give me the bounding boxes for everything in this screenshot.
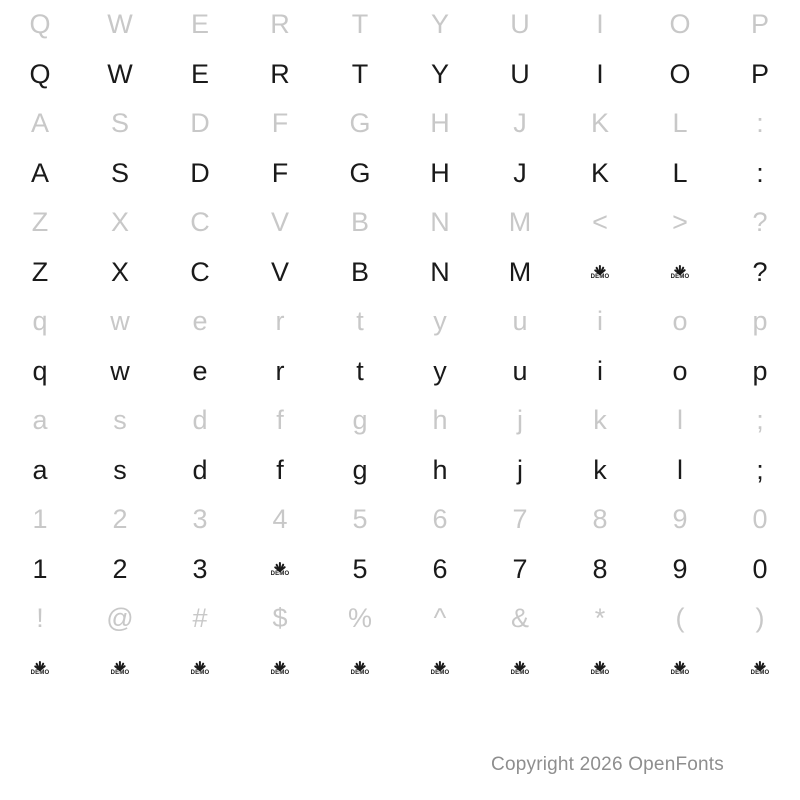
glyph-cell: C	[190, 207, 210, 238]
demo-watermark-icon-shape	[509, 656, 531, 682]
glyph-cell: w	[110, 355, 130, 386]
glyph-row	[0, 446, 800, 496]
glyph-cell: @	[106, 603, 134, 634]
glyph-cell: Z	[31, 256, 49, 287]
glyph-cell: J	[513, 157, 527, 188]
demo-label: DEMO	[270, 670, 290, 677]
glyph-cell: u	[512, 355, 528, 386]
demo-watermark-icon	[0, 654, 80, 682]
demo-watermark-icon	[160, 654, 240, 682]
glyph-cell: y	[433, 355, 447, 386]
glyph-cell: O	[669, 9, 691, 40]
glyph-cell: j	[517, 454, 523, 485]
glyph-cell: h	[432, 405, 448, 436]
glyph-cell: J	[513, 108, 527, 139]
glyph-cell: Q	[29, 9, 51, 40]
glyph-cell: 5	[352, 504, 368, 535]
glyph-cell: *	[594, 603, 606, 634]
glyph-cell: Y	[430, 58, 449, 89]
glyph-cell: s	[113, 405, 127, 436]
demo-watermark-icon-shape	[189, 656, 211, 682]
glyph-cell: i	[597, 306, 603, 337]
glyph-cell: 1	[32, 553, 48, 584]
demo-watermark-icon	[640, 258, 720, 286]
glyph-cell: g	[352, 405, 368, 436]
glyph-cell: E	[190, 58, 209, 89]
glyph-cell: F	[271, 108, 289, 139]
glyph-cell: U	[510, 58, 530, 89]
glyph-cell: &	[510, 603, 529, 634]
glyph-cell: p	[752, 355, 768, 386]
glyph-cell: H	[430, 108, 450, 139]
glyph-cell: Y	[430, 9, 449, 40]
glyph-cell: k	[593, 405, 607, 436]
glyph-cell: N	[430, 207, 450, 238]
glyph-cell: 6	[432, 504, 448, 535]
glyph-cell: B	[350, 256, 369, 287]
glyph-cell: Z	[31, 207, 49, 238]
glyph-cell: E	[190, 9, 209, 40]
demo-watermark-icon-shape	[669, 656, 691, 682]
glyph-row	[0, 248, 800, 298]
glyph-cell: 3	[192, 553, 208, 584]
glyph-cell: 5	[352, 553, 368, 584]
demo-watermark-icon-shape	[349, 656, 371, 682]
glyph-cell: X	[110, 256, 129, 287]
glyph-cell: O	[669, 58, 691, 89]
glyph-cell: %	[347, 603, 372, 634]
glyph-cell: A	[30, 157, 49, 188]
glyph-cell: 2	[112, 553, 128, 584]
demo-watermark-icon-shape	[589, 260, 611, 286]
demo-label: DEMO	[350, 670, 370, 677]
glyph-cell: I	[596, 58, 604, 89]
demo-label: DEMO	[510, 670, 530, 677]
glyph-cell: 4	[272, 504, 288, 535]
demo-watermark-icon	[720, 654, 800, 682]
glyph-cell: I	[596, 9, 604, 40]
glyph-cell: M	[508, 207, 532, 238]
glyph-cell: ;	[756, 454, 764, 485]
glyph-row	[0, 99, 800, 149]
glyph-cell: p	[752, 306, 768, 337]
glyph-cell: r	[275, 306, 285, 337]
demo-watermark-icon	[320, 654, 400, 682]
glyph-cell: f	[276, 405, 284, 436]
glyph-cell: u	[512, 306, 528, 337]
glyph-cell: #	[192, 603, 208, 634]
glyph-cell: 7	[512, 504, 528, 535]
glyph-cell: Q	[29, 58, 51, 89]
glyph-cell: $	[272, 603, 288, 634]
glyph-cell: e	[192, 355, 208, 386]
demo-label: DEMO	[30, 670, 50, 677]
glyph-cell: d	[192, 454, 208, 485]
glyph-cell: H	[430, 157, 450, 188]
glyph-cell: j	[517, 405, 523, 436]
glyph-cell: t	[356, 355, 364, 386]
glyph-cell: S	[110, 108, 129, 139]
demo-watermark-icon-shape	[589, 656, 611, 682]
glyph-cell: l	[677, 454, 683, 485]
glyph-cell: T	[351, 58, 369, 89]
glyph-cell: V	[270, 207, 289, 238]
glyph-cell: 3	[192, 504, 208, 535]
glyph-cell: h	[432, 454, 448, 485]
glyph-row	[0, 545, 800, 595]
glyph-cell: 2	[112, 504, 128, 535]
glyph-cell: :	[756, 157, 764, 188]
glyph-cell: w	[110, 306, 130, 337]
glyph-cell: q	[32, 355, 48, 386]
glyph-cell: (	[675, 603, 685, 634]
glyph-cell: d	[192, 405, 208, 436]
glyph-row	[0, 0, 800, 50]
glyph-row	[0, 396, 800, 446]
glyph-cell: a	[32, 454, 48, 485]
glyph-cell: L	[672, 108, 688, 139]
demo-watermark-icon-shape	[269, 656, 291, 682]
glyph-row	[0, 149, 800, 199]
glyph-cell: L	[672, 157, 688, 188]
glyph-cell: o	[672, 306, 688, 337]
glyph-cell: F	[271, 157, 289, 188]
glyph-cell: s	[113, 454, 127, 485]
demo-watermark-icon	[240, 654, 320, 682]
demo-watermark-icon	[640, 654, 720, 682]
demo-watermark-icon	[560, 654, 640, 682]
glyph-cell: y	[433, 306, 447, 337]
glyph-cell: )	[755, 603, 765, 634]
demo-watermark-icon-shape	[749, 656, 771, 682]
glyph-cell: o	[672, 355, 688, 386]
glyph-row	[0, 594, 800, 644]
glyph-cell: R	[270, 9, 290, 40]
demo-label: DEMO	[270, 571, 290, 578]
demo-watermark-icon	[400, 654, 480, 682]
glyph-cell: ?	[752, 207, 768, 238]
glyph-cell: a	[32, 405, 48, 436]
glyph-cell: t	[356, 306, 364, 337]
demo-watermark-icon-shape	[669, 260, 691, 286]
glyph-cell: 1	[32, 504, 48, 535]
demo-watermark-icon-shape	[429, 656, 451, 682]
demo-watermark-icon	[80, 654, 160, 682]
glyph-cell: G	[349, 108, 371, 139]
glyph-cell: C	[190, 256, 210, 287]
glyph-cell: i	[597, 355, 603, 386]
glyph-cell: G	[349, 157, 371, 188]
demo-label: DEMO	[670, 274, 690, 281]
glyph-cell: 0	[752, 553, 768, 584]
glyph-cell: ?	[752, 256, 768, 287]
glyph-cell: 0	[752, 504, 768, 535]
glyph-cell: g	[352, 454, 368, 485]
glyph-cell: X	[110, 207, 129, 238]
glyph-cell: S	[110, 157, 129, 188]
demo-label: DEMO	[590, 274, 610, 281]
glyph-cell: ^	[433, 603, 447, 634]
glyph-cell: D	[190, 157, 210, 188]
glyph-cell: 8	[592, 553, 608, 584]
glyph-cell: :	[756, 108, 764, 139]
glyph-cell: f	[276, 454, 284, 485]
glyph-cell: W	[107, 58, 133, 89]
glyph-cell: P	[750, 9, 769, 40]
glyph-cell: !	[36, 603, 44, 634]
glyph-cell: K	[590, 157, 609, 188]
glyph-cell: q	[32, 306, 48, 337]
glyph-cell: 8	[592, 504, 608, 535]
demo-watermark-icon	[480, 654, 560, 682]
glyph-cell: T	[351, 9, 369, 40]
glyph-row	[0, 347, 800, 397]
glyph-cell: 9	[672, 504, 688, 535]
glyph-cell: D	[190, 108, 210, 139]
glyph-cell: K	[590, 108, 609, 139]
glyph-cell: U	[510, 9, 530, 40]
demo-label: DEMO	[590, 670, 610, 677]
demo-watermark-icon-shape	[109, 656, 131, 682]
glyph-cell: 9	[672, 553, 688, 584]
glyph-cell: k	[593, 454, 607, 485]
glyph-cell: V	[270, 256, 289, 287]
glyph-cell: N	[430, 256, 450, 287]
demo-label: DEMO	[670, 670, 690, 677]
glyph-cell: l	[677, 405, 683, 436]
glyph-cell: 7	[512, 553, 528, 584]
glyph-cell: ;	[756, 405, 764, 436]
glyph-row	[0, 297, 800, 347]
glyph-row	[0, 50, 800, 100]
glyph-cell: B	[350, 207, 369, 238]
demo-watermark-icon-shape	[269, 557, 291, 583]
demo-watermark-icon	[560, 258, 640, 286]
demo-label: DEMO	[430, 670, 450, 677]
glyph-cell: <	[592, 207, 608, 238]
glyph-cell: 6	[432, 553, 448, 584]
glyph-cell: W	[107, 9, 133, 40]
demo-label: DEMO	[190, 670, 210, 677]
glyph-cell: M	[508, 256, 532, 287]
demo-watermark-icon	[240, 555, 320, 583]
glyph-row	[0, 495, 800, 545]
glyph-cell: e	[192, 306, 208, 337]
demo-label: DEMO	[110, 670, 130, 677]
demo-label: DEMO	[750, 670, 770, 677]
glyph-row	[0, 644, 800, 694]
glyph-cell: r	[275, 355, 285, 386]
glyph-row	[0, 198, 800, 248]
glyph-cell: >	[672, 207, 688, 238]
glyph-cell: P	[750, 58, 769, 89]
demo-watermark-icon-shape	[29, 656, 51, 682]
copyright-notice: Copyright 2026 OpenFonts	[491, 754, 724, 775]
glyph-cell: A	[30, 108, 49, 139]
glyph-cell: R	[270, 58, 290, 89]
